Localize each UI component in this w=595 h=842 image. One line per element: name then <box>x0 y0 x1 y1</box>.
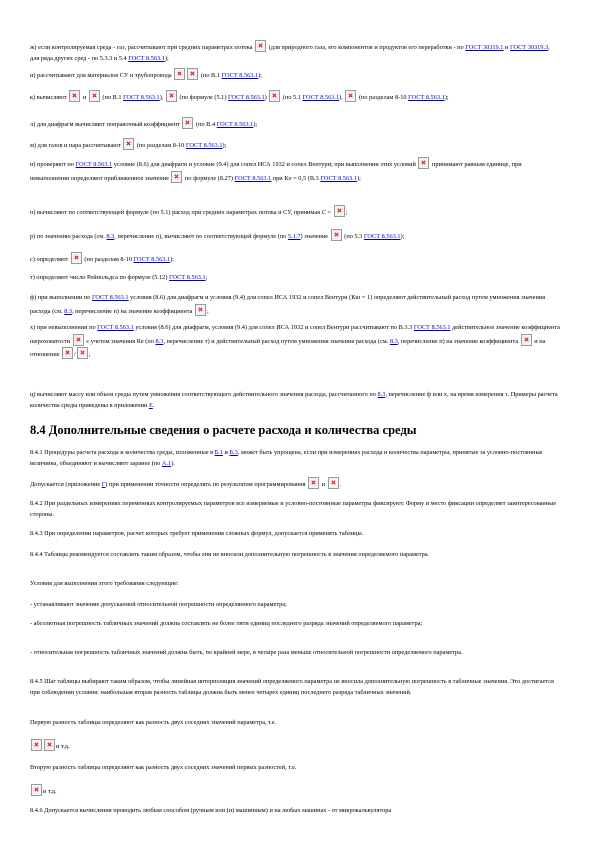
item-k: к) вычисляют и (по В.1 ГОСТ 8.563.1), (по формуле (5.1) ГОСТ 8.563.1) (по 5.1 ГОСТ 8.563.1), (по разделам 8-10 ГОСТ 8.563.1); <box>30 90 560 104</box>
formula-image-icon <box>73 334 84 346</box>
link-gost-8-563-1[interactable]: ГОСТ 8.563.1 <box>133 256 171 263</box>
para-8-4-2: 8.4.2 При раздельных измерениях переменных контролируемых параметров все измеряемые и условно-постоянные параметры фиксируют. Форму и место фиксации определяет заинтересованные стороны. <box>30 500 557 518</box>
para-bullet-3: - относительная погрешность табличных значений должна быть, по крайней мере, в четыре раза меньше относительной погрешности определяемого параметра. <box>30 649 463 656</box>
formula-image-icon <box>195 304 206 316</box>
para-8-4-3: 8.4.3 При определении параметров, расчет которых требует применения сложных формул, допускается применять таблицы. <box>30 530 364 537</box>
link-8-3[interactable]: 8.3 <box>389 337 398 345</box>
item-zh: ж) если контролируемая среда - газ, рассчитывают при средних параметрах потока (для природного газа, его компонентов и продуктов его переработки - по ГОСТ 30319.1 и ГОСТ 30319.3, для ряда других сред - по 5.3.3 и 5.4 ГОСТ 8.563.1); <box>30 40 560 64</box>
formula-image-icon <box>521 334 532 346</box>
link-gost-8-563-1[interactable]: ГОСТ 8.563.1 <box>123 94 160 101</box>
link-gost-8-563-1[interactable]: ГОСТ 8.563.1 <box>363 233 401 240</box>
link-gost-8-563-1[interactable]: ГОСТ 8.563.1 <box>320 174 357 182</box>
formula-second-diff: и т.д. <box>30 784 560 798</box>
item-f: ф) при выполнении по ГОСТ 8.563.1 условия (8.6) для диафрагм и условия (9.4) для сопел ИСА 1932 и сопел Вентури (Кш = 1) определяют действительный расход путем умножения значения расхода (см. 8.3, перечисление п) на значение коэффициента ; <box>30 294 546 315</box>
formula-first-diff: и т.д. <box>30 739 560 753</box>
para-bullet-2: - абсолютная погрешность табличных значений должна составлять не более пяти единиц последнего разряда значений определяемого параметра; <box>30 620 423 627</box>
link-gost-8-563-1[interactable]: ГОСТ 8.563.1 <box>75 161 113 168</box>
item-r: р) по значению расхода (см. 8.3, перечисление п), вычисляют по соответствующей формуле (по 5.1.7) значение (по 5.3 ГОСТ 8.563.1); <box>30 229 560 243</box>
link-5-1-7[interactable]: 5.1.7 <box>287 233 301 240</box>
link-gost-8-563-1[interactable]: ГОСТ 8.563.1 <box>97 324 134 331</box>
item-m: м) для газов и пара рассчитывают (по разделам 8-10 ГОСТ 8.563.1); <box>30 138 560 152</box>
para-first-diff: Первую разность таблицы определяют как разность двух соседних значений параметра, т.е. <box>30 719 277 726</box>
para-8-4-4: 8.4.4 Таблицы рекомендуется составлять таким образом, чтобы они не вносили дополнительную погрешность в значения определяемого параметра. <box>30 551 430 558</box>
link-gost-8-563-1[interactable]: ГОСТ 8.563.1 <box>185 142 223 149</box>
formula-image-icon <box>269 90 280 102</box>
link-gost-30319-1[interactable]: ГОСТ 30319.1 <box>465 44 504 51</box>
link-appendix-ye[interactable]: Е <box>148 401 153 409</box>
link-8-3[interactable]: 8.3 <box>64 307 73 315</box>
item-t: т) определяют число Рейнольдса по формуле (5.12) ГОСТ 8.563.1; <box>30 274 208 281</box>
link-gost-8-563-1[interactable]: ГОСТ 8.563.1 <box>128 54 165 62</box>
link-8-3[interactable]: 8.3 <box>106 233 115 240</box>
formula-image-icon <box>62 347 73 359</box>
para-permitted: Допускается (приложение Г) при применении точности определять по результатам программирования и . <box>30 477 560 491</box>
link-b-1[interactable]: Б.1 <box>214 449 223 456</box>
para-8-4-5: 8.4.5 Шаг таблицы выбирают таким образом, чтобы линейная интерполяция значений определяемого параметра не вносила дополнительную погрешность в табличные значения. Это достигается при соблюдении условия: наибольшая вторая разность таблицы должна быть менее четырех единиц последнего разряда табличных значений. <box>30 678 554 696</box>
link-gost-8-563-1[interactable]: ГОСТ 8.563.1 <box>91 294 129 301</box>
formula-image-icon <box>69 90 80 102</box>
link-8-3[interactable]: 8.3 <box>155 337 164 345</box>
formula-image-icon <box>328 477 339 489</box>
link-gost-30319-3[interactable]: ГОСТ 30319.3 <box>509 44 549 51</box>
formula-image-icon <box>331 229 342 241</box>
section-heading: 8.4 Дополнительные сведения о расчете расхода и количества среды <box>30 423 417 437</box>
link-appendix-g[interactable]: Г <box>101 481 106 488</box>
link-gost-8-563-1[interactable]: ГОСТ 8.563.1 <box>408 94 445 101</box>
formula-image-icon <box>71 252 82 264</box>
para-conditions: Условия для выполнения этого требования следующие: <box>30 580 179 587</box>
link-gost-8-563-1[interactable]: ГОСТ 8.563.1 <box>216 121 254 128</box>
link-8-3[interactable]: 8.3 <box>377 391 386 398</box>
item-kh: х) при невыполнении по ГОСТ 8.563.1 условия (8.6) для диафрагм, условия (9.4) для сопел ИСА 1932 и сопел Вентури рассчитывают по В.3.3 ГОСТ 8.563.1 действительное значение коэффициента шероховатости с учетом значения Re (по 8.3, перечисление т) и действительный расход путем умножения значения расхода (см. 8.3, перечисление п) на значение коэффициента и на отношение / ; <box>30 324 560 358</box>
item-p: п) вычисляют по соответствующей формуле (по 5.1) расход при средних параметрах потока и СУ, принимая C = ; <box>30 205 560 219</box>
item-l: л) для диафрагм вычисляют поправочный коэффициент (по В.4 ГОСТ 8.563.1); <box>30 117 560 131</box>
link-gost-8-563-1[interactable]: ГОСТ 8.563.1 <box>234 174 272 182</box>
formula-image-icon <box>123 138 134 150</box>
formula-image-icon <box>345 90 356 102</box>
link-gost-8-563-1[interactable]: ГОСТ 8.563.1 <box>413 324 451 331</box>
item-n: н) проверяют по ГОСТ 8.563.1 условие (8.6) для диафрагм и условие (9.4) для сопел ИСА 1932 и сопел Вентури; при выполнении этих условий принимают равным единице, при невыполнении определяют приближенное значение по формуле (8.27) ГОСТ 8.563.1 при Ke = 0,5 (В.3 ГОСТ 8.563.1); <box>30 157 560 184</box>
formula-image-icon <box>182 117 193 129</box>
para-8-4-6: 8.4.6 Допускается вычисления проводить любым способом (ручным или (и) машинным) и на любых машинах - от микрокалькулятора <box>30 807 392 814</box>
formula-image-icon <box>31 784 42 796</box>
formula-image-icon <box>31 739 42 751</box>
formula-image-icon <box>174 68 185 80</box>
formula-image-icon <box>77 347 88 359</box>
link-b-3[interactable]: Б.3 <box>229 449 238 456</box>
link-a-1[interactable]: А.1 <box>161 459 172 467</box>
link-gost-8-563-1[interactable]: ГОСТ 8.563.1 <box>302 94 340 101</box>
formula-image-icon <box>255 40 266 52</box>
para-bullet-1: - устанавливают значение допускаемой относительной погрешности определяемого параметра; <box>30 601 287 608</box>
link-gost-8-563-1[interactable]: ГОСТ 8.563.1 <box>169 274 206 281</box>
formula-image-icon <box>166 90 177 102</box>
link-gost-8-563-1[interactable]: ГОСТ 8.563.1 <box>221 72 259 79</box>
formula-image-icon <box>187 68 198 80</box>
formula-image-icon <box>418 157 429 169</box>
para-8-4-1: 8.4.1 Процедуры расчета расхода и количества среды, изложенные в Б.1 и Б.3, может быть упрощена, если при измерениях расхода и количества параметры, принятые за условно-постоянные величины, объединяют и вычисляют заранее (по А.1). <box>30 449 543 467</box>
item-i: и) рассчитывают для материалов СУ и трубопровода (по В.1 ГОСТ 8.563.1); <box>30 68 560 82</box>
para-second-diff: Вторую разность таблицы определяют как разность двух соседних значений первых разностей, т.е. <box>30 764 297 771</box>
formula-image-icon <box>308 477 319 489</box>
item-s: с) определяют (по разделам 8-10 ГОСТ 8.563.1); <box>30 252 560 266</box>
formula-image-icon <box>334 205 345 217</box>
item-ts: ц) вычисляют массу или объем среды путем умножения соответствующего действительного значения расхода, рассчитанного по 8.3, перечисление ф или х, на время измерения τ. Примеры расчета количества среды приведены в приложении Е. <box>30 391 558 409</box>
link-gost-8-563-1[interactable]: ГОСТ 8.563.1 <box>228 94 265 101</box>
formula-image-icon <box>89 90 100 102</box>
formula-image-icon <box>44 739 55 751</box>
formula-image-icon <box>171 171 182 183</box>
